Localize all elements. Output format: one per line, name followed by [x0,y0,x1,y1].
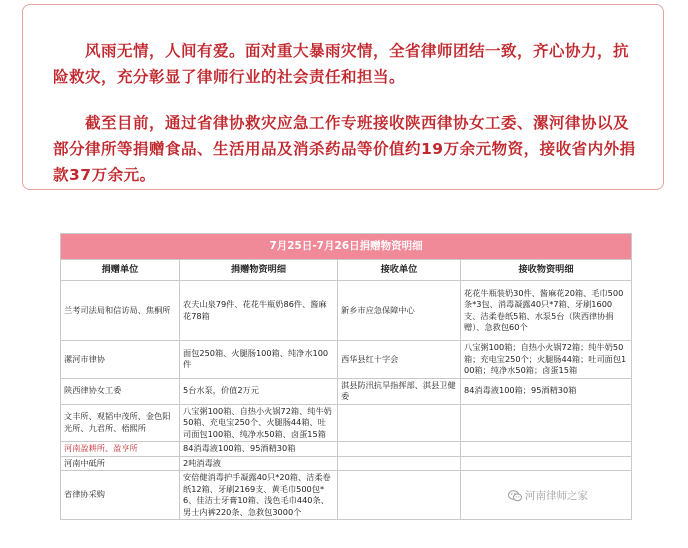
cell-receiver [338,456,461,471]
cell-receiver: 西华县红十字会 [338,341,461,379]
header-goods: 捐赠物资明细 [180,260,338,281]
watermark-text: 河南律师之家 [525,490,588,502]
cell-goods: 2吨消毒液 [180,456,338,471]
wechat-icon [508,490,522,502]
header-receiver: 接收单位 [338,260,461,281]
cell-donor: 兰考司法局和信访局、焦桐所 [61,281,180,341]
header-donor: 捐赠单位 [61,260,180,281]
header-received: 接收物资明细 [461,260,632,281]
cell-received [461,442,632,457]
cell-donor: 河南中砥所 [61,456,180,471]
table-row [61,442,632,457]
cell-receiver [338,404,461,442]
cell-goods: 84消毒液100箱、95酒精30箱 [180,442,338,457]
cell-receiver [338,471,461,520]
cell-donor: 漯河市律协 [61,341,180,379]
table-title: 7月25日-7月26日捐赠物资明细 [61,234,632,260]
cell-received [461,456,632,471]
table-row [61,404,632,442]
cell-donor: 省律协采购 [61,471,180,520]
watermark [508,488,588,503]
cell-receiver: 新乡市应急保障中心 [338,281,461,341]
cell-received: 84消毒液100箱；95酒精30箱 [461,378,632,404]
notice-box [22,4,664,190]
table-row [61,378,632,404]
cell-goods: 面包250箱、火腿肠100箱、纯净水100件 [180,341,338,379]
cell-received [461,404,632,442]
cell-goods: 安倍健消毒护手凝露40只*20箱、洁柔卷纸12箱、牙刷2169支、黄毛巾500包*6、佳洁士牙膏10箱、浅色毛巾440条、男士内裤220条、急救包3000个 [180,471,338,520]
notice-paragraph-2: 截至目前，通过省律协救灾应急工作专班接收陕西律协女工委、漯河律协以及部分律所等捐赠食品、生活用品及消杀药品等价值约19万余元物资，接收省内外捐款37万余元。 [53,114,636,184]
table-row [61,341,632,379]
notice-paragraph-1: 风雨无情，人间有爱。面对重大暴雨灾情，全省律师团结一致，齐心协力，抗险救灾，充分彰显了律师行业的社会责任和担当。 [53,42,630,86]
cell-received: 八宝粥100箱；自热小火锅72箱；纯牛奶50箱；充电宝250个；火腿肠44箱；吐司面包100箱；纯净水50箱；卤蛋15箱 [461,341,632,379]
cell-goods: 5台水泵，价值2万元 [180,378,338,404]
cell-receiver [338,442,461,457]
donation-table [60,233,632,520]
cell-donor: 河南盈耕所、盈亨所 [61,442,180,457]
cell-donor: 陕西律协女工委 [61,378,180,404]
cell-donor: 文丰所、观韬中茂所、金色阳光所、九君所、梧熙所 [61,404,180,442]
cell-receiver: 淇县防汛抗旱指挥部、淇县卫健委 [338,378,461,404]
cell-goods: 八宝粥100箱、自热小火锅72箱、纯牛奶50箱、充电宝250个、火腿肠44箱、吐司面包100箱、纯净水50箱、卤蛋15箱 [180,404,338,442]
cell-goods: 农夫山泉79件、花花牛瓶奶86件、酱麻花78箱 [180,281,338,341]
table-row [61,456,632,471]
cell-received: 花花牛瓶装奶30件、酱麻花20箱、毛巾500条*3包、消毒凝露40只*7箱、牙刷1600支、洁柔卷纸5箱、水泵5台（陕西律协捐赠）、急救包60个 [461,281,632,341]
table-row [61,281,632,341]
